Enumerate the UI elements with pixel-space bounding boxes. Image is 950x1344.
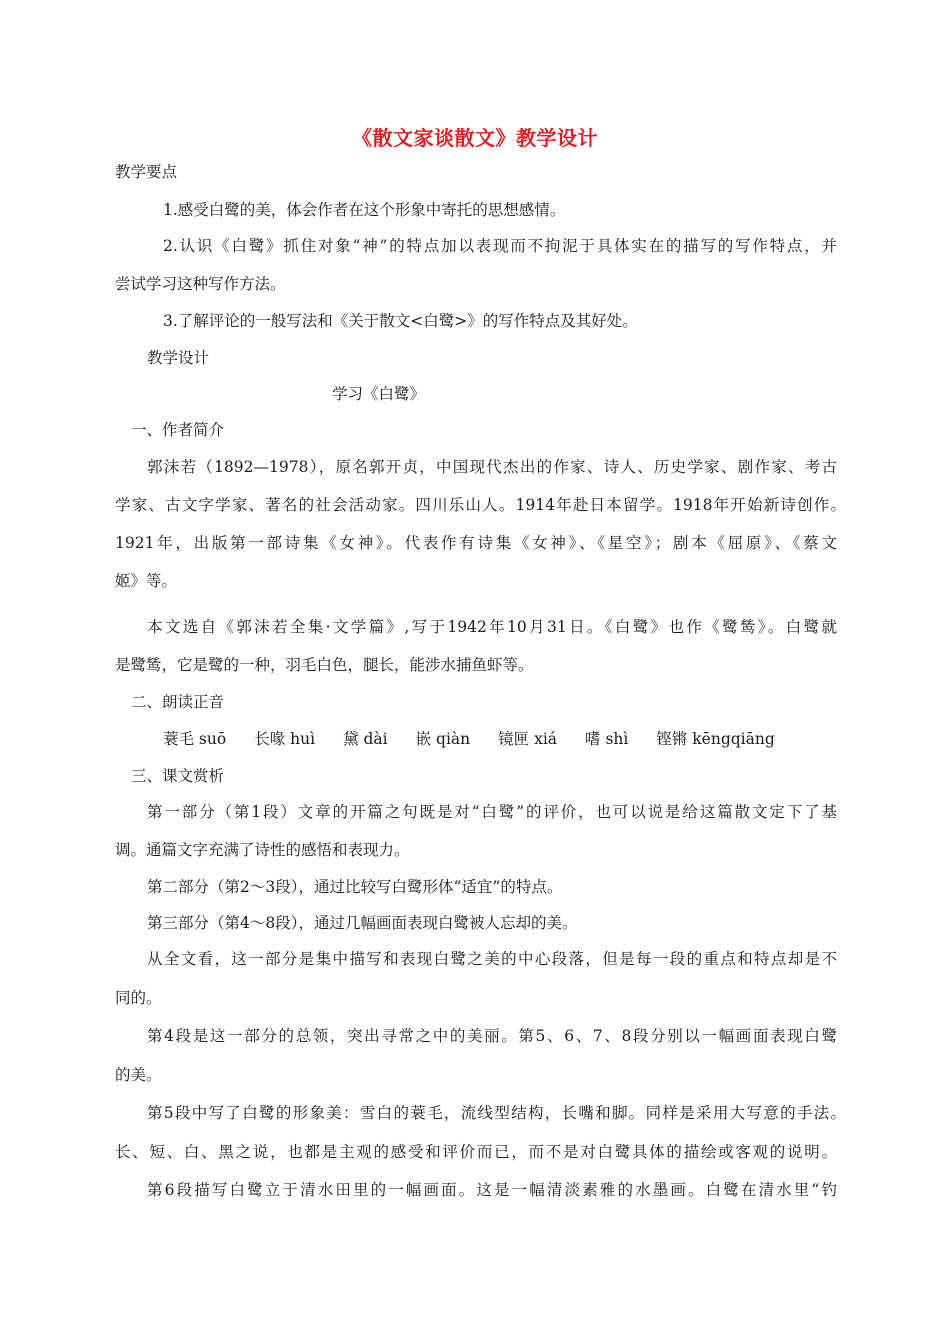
section-teaching-points: 教学要点 xyxy=(115,163,178,181)
paragraph-author-line-2: 学家、古文字学家、著名的社会活动家。四川乐山人。1914年赴日本留学。1918年开始新诗创作。 xyxy=(115,496,846,514)
pinyin-item: 黛 dài xyxy=(343,730,388,748)
section-teaching-design: 教学设计 xyxy=(147,349,210,367)
paragraph-part1-line-2: 调。通篇文字充满了诗性的感悟和表现力。 xyxy=(115,841,410,859)
pinyin-item: 镜匣 xiá xyxy=(498,730,558,748)
paragraph-para5-line-2: 长、短、白、黑之说，也都是主观的感受和评价而已，而不是对白鹭具体的描绘或客观的说明。 xyxy=(115,1143,837,1161)
heading-pronunciation: 二、朗读正音 xyxy=(131,693,225,711)
paragraph-author-line-4: 姬》等。 xyxy=(115,572,178,590)
paragraph-point-3: 3.了解评论的一般写法和《关于散文<白鹭>》的写作特点及其好处。 xyxy=(163,312,638,330)
pinyin-item: 嵌 qiàn xyxy=(415,730,471,748)
paragraph-part3: 第三部分（第4～8段），通过几幅画面表现白鹭被人忘却的美。 xyxy=(147,914,578,932)
pinyin-list xyxy=(163,728,803,750)
heading-author-intro: 一、作者简介 xyxy=(131,421,225,439)
paragraph-source-line-2: 是鹭鸶，它是鹭的一种，羽毛白色，腿长，能涉水捕鱼虾等。 xyxy=(115,656,534,674)
pinyin-item: 铿锵 kēngqiāng xyxy=(656,730,775,748)
paragraph-para5-line-1: 第5段中写了白鹭的形象美：雪白的蓑毛，流线型结构，长嘴和脚。同样是采用大写意的手法。 xyxy=(147,1104,846,1122)
paragraph-author-line-3: 1921年，出版第一部诗集《女神》。代表作有诗集《女神》、《星空》；剧本《屈原》、《蔡文 xyxy=(115,534,837,552)
paragraph-overall-line-1: 从全文看，这一部分是集中描写和表现白鹭之美的中心段落，但是每一段的重点和特点却是不 xyxy=(147,950,837,968)
paragraph-para4-line-2: 的美。 xyxy=(115,1066,162,1084)
pinyin-item: 嗜 shì xyxy=(585,730,629,748)
paragraph-point-2-line-2: 尝试学习这种写作方法。 xyxy=(115,275,286,293)
paragraph-point-1: 1.感受白鹭的美，体会作者在这个形象中寄托的思想感情。 xyxy=(163,201,566,219)
paragraph-source-line-1: 本文选自《郭沫若全集·文学篇》,写于1942年10月31日。《白鹭》也作《鹭鸶》。白鹭就 xyxy=(147,618,837,636)
paragraph-author-line-1: 郭沫若（1892—1978），原名郭开贞，中国现代杰出的作家、诗人、历史学家、剧作家、考古 xyxy=(147,458,837,476)
pinyin-item: 蓑毛 suō xyxy=(163,730,227,748)
heading-text-analysis: 三、课文赏析 xyxy=(131,767,225,785)
document-title: 《散文家谈散文》教学设计 xyxy=(352,126,598,150)
paragraph-overall-line-2: 同的。 xyxy=(115,989,162,1007)
paragraph-point-2-line-1: 2.认识《白鹭》抓住对象“神”的特点加以表现而不拘泥于具体实在的描写的写作特点，并 xyxy=(163,237,837,255)
pinyin-item: 长喙 huì xyxy=(254,730,316,748)
subsection-study-bailu: 学习《白鹭》 xyxy=(332,385,426,403)
paragraph-para6-line-1: 第6段描写白鹭立于清水田里的一幅画面。这是一幅清淡素雅的水墨画。白鹭在清水里“钓 xyxy=(147,1181,837,1199)
paragraph-part2: 第二部分（第2～3段），通过比较写白鹭形体“适宜”的特点。 xyxy=(147,878,563,896)
paragraph-part1-line-1: 第一部分（第1段）文章的开篇之句既是对“白鹭”的评价，也可以说是给这篇散文定下了基 xyxy=(147,803,837,821)
paragraph-para4-line-1: 第4段是这一部分的总领，突出寻常之中的美丽。第5、6、7、8段分别以一幅画面表现白鹭 xyxy=(147,1027,837,1045)
